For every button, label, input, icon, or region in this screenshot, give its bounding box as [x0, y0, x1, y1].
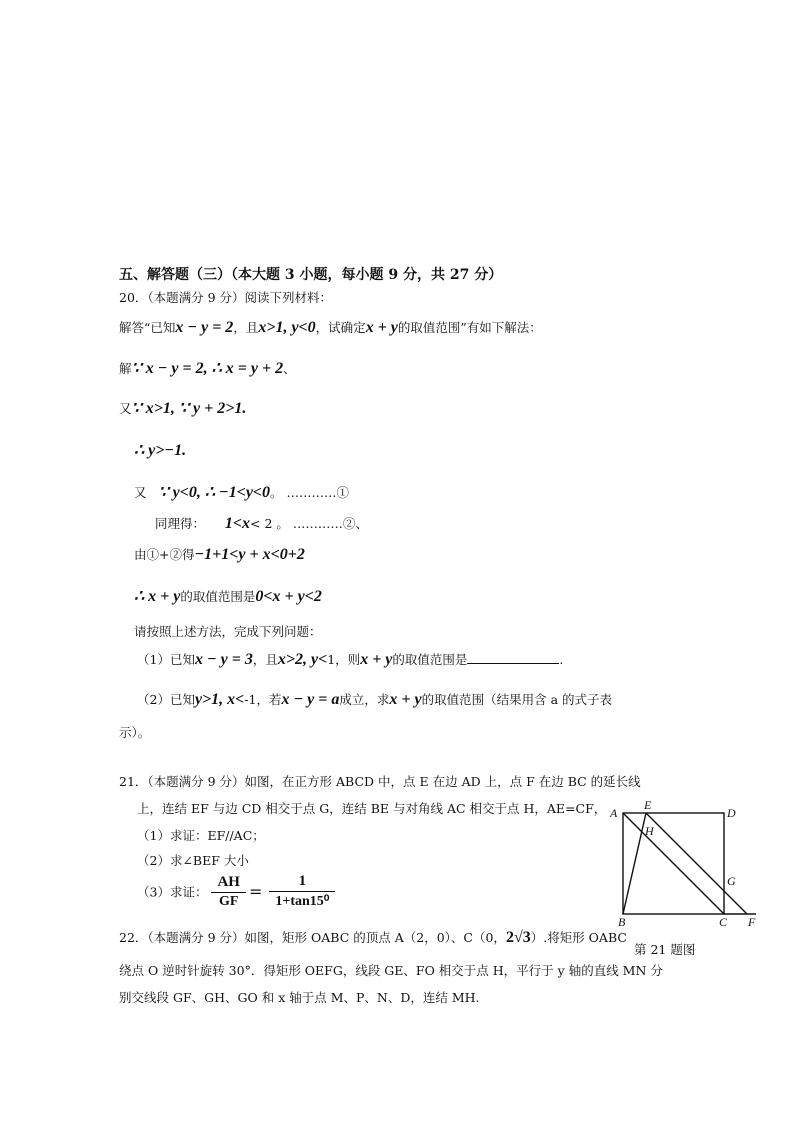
- fraction-rhs-numerator: 1: [269, 873, 335, 892]
- q20-step5-math: 1<x: [224, 515, 251, 532]
- figure-caption: 第 21 题图: [634, 942, 696, 957]
- q20-step7-math1: ∴ x + y: [134, 588, 181, 605]
- q20-part2-math2: x − y = a: [281, 691, 340, 708]
- q20-header: 20．（本题满分 9 分）阅读下列材料：: [119, 290, 333, 305]
- q20-part1: [137, 650, 563, 669]
- q22-line1-post: ）.将矩形 OABC: [530, 930, 627, 945]
- q20-step3-math: ∴ y>−1.: [134, 442, 187, 459]
- q20-intro-mid2: ，试确定: [315, 320, 366, 335]
- q20-part2-mid1: -1，若: [244, 692, 282, 707]
- answer-blank[interactable]: [467, 651, 559, 664]
- q20-part2-math1: y>1, x<: [194, 691, 245, 708]
- q20-part1-mid2: 1，则: [327, 652, 361, 667]
- q22-sqrt-expr: 2√3: [505, 929, 531, 946]
- q20-step4-pre: 又: [134, 485, 147, 500]
- q20-step1-post: 、: [283, 361, 296, 376]
- q20-step6-pre: 由①+②得: [134, 547, 195, 562]
- fraction-numerator: AH: [211, 874, 246, 893]
- q20-intro: [119, 318, 542, 337]
- q20-task: 请按照上述方法，完成下列问题：: [134, 624, 322, 639]
- q20-step1: [119, 358, 296, 378]
- q20-intro-math3: x + y: [365, 319, 398, 336]
- q22-line3: 别交线段 GF、GH、GO 和 x 轴于点 M、P、N、D，连结 MH.: [119, 990, 480, 1005]
- q20-part1-pre: （1）已知: [137, 652, 195, 667]
- q20-step7-math2: 0<x + y<2: [255, 588, 322, 605]
- fraction-rhs-denominator: 1+tan15⁰: [275, 894, 330, 909]
- q22-line2: 绕点 O 逆时针旋转 30°．得矩形 OEFG，线段 GE、FO 相交于点 H，平行于 y 轴的直线 MN 分: [119, 963, 663, 978]
- q20-part1-math3: x + y: [360, 651, 393, 668]
- q20-step6: [134, 545, 305, 564]
- q20-part2-post: 的取值范围（结果用含 a 的式子表: [421, 692, 613, 707]
- q20-part1-end: .: [559, 652, 564, 667]
- q21-part2: （2）求∠BEF 大小: [137, 853, 249, 868]
- label-e: E: [644, 798, 652, 812]
- label-f: F: [748, 915, 756, 928]
- q21-part1: （1）求证：EF//AC；: [137, 828, 265, 843]
- fraction-denominator: GF: [218, 893, 239, 909]
- label-c: C: [719, 915, 728, 928]
- q20-intro-pre: 解答“已知: [119, 320, 176, 335]
- q20-step4: [134, 482, 349, 502]
- q20-step5: [155, 514, 368, 533]
- section-title: 五、解答题（三）（本大题 3 小题，每小题 9 分，共 27 分）: [119, 267, 503, 283]
- q20-step7: [134, 586, 322, 606]
- q20-intro-math2: x>1, y<0: [258, 319, 316, 336]
- fraction-rhs: [269, 873, 335, 910]
- q20-part1-math2: x>2, y<: [277, 651, 328, 668]
- diagonal-ac: [623, 813, 724, 914]
- segment-ef: [646, 813, 747, 914]
- q21-line2: 上，连结 EF 与边 CD 相交于点 G，连结 BE 与对角线 AC 相交于点 H，AE=CF，: [137, 801, 607, 816]
- q20-step4-math: ∵ y<0, ∴ −1<y<0: [158, 484, 271, 501]
- q20-step2-math: ∵ x>1, ∵ y + 2>1.: [131, 400, 247, 417]
- q21-line1: 21．（本题满分 9 分）如图，在正方形 ABCD 中，点 E 在边 AD 上，点 F 在边 BC 的延长线: [119, 774, 641, 789]
- q20-part2-math3: x + y: [389, 691, 422, 708]
- q20-part2-cont: 示）。: [119, 725, 151, 740]
- q20-step3: [134, 440, 186, 460]
- q20-part1-math1: x − y = 3: [194, 651, 253, 668]
- segment-be: [623, 813, 646, 914]
- q20-part1-post: 的取值范围是: [392, 652, 468, 667]
- label-g: G: [727, 874, 736, 888]
- equals-sign: =: [248, 882, 263, 901]
- q20-intro-mid1: ，且: [233, 320, 259, 335]
- q20-part1-mid1: ，且: [252, 652, 278, 667]
- label-d: D: [727, 806, 736, 820]
- q22-line1-pre: 22．（本题满分 9 分）如图，矩形 OABC 的顶点 A（2，0）、C（0，: [119, 930, 506, 945]
- q20-intro-post: 的取值范围”有如下解法：: [397, 320, 542, 335]
- q21-part3-pre: （3）求证：: [137, 884, 208, 900]
- label-a: A: [610, 806, 618, 820]
- q20-step2: [119, 398, 246, 418]
- q20-step5-pre: 同理得：: [155, 516, 206, 531]
- q20-intro-math1: x − y = 2: [175, 319, 234, 336]
- q20-step5-post: < 2 。 …………②、: [250, 516, 368, 531]
- label-h: H: [645, 824, 654, 838]
- q20-step6-math: −1+1<y + x<0+2: [194, 546, 305, 563]
- q21-part3: [137, 873, 335, 910]
- q20-part2-mid2: 成立，求: [339, 692, 390, 707]
- q20-step1-pre: 解: [119, 361, 132, 376]
- q20-step7-mid: 的取值范围是: [180, 589, 256, 604]
- label-b: B: [618, 915, 626, 928]
- q20-step2-pre: 又: [119, 401, 132, 416]
- q20-part2-pre: （2）已知: [137, 692, 195, 707]
- q22-line1: [119, 928, 627, 947]
- q20-step4-post: 。 …………①: [270, 485, 350, 500]
- fraction-ah-gf: [211, 874, 246, 910]
- square-figure: [606, 796, 766, 928]
- q20-step1-math: ∵ x − y = 2, ∴ x = y + 2: [131, 360, 284, 377]
- q20-part2: [137, 690, 612, 709]
